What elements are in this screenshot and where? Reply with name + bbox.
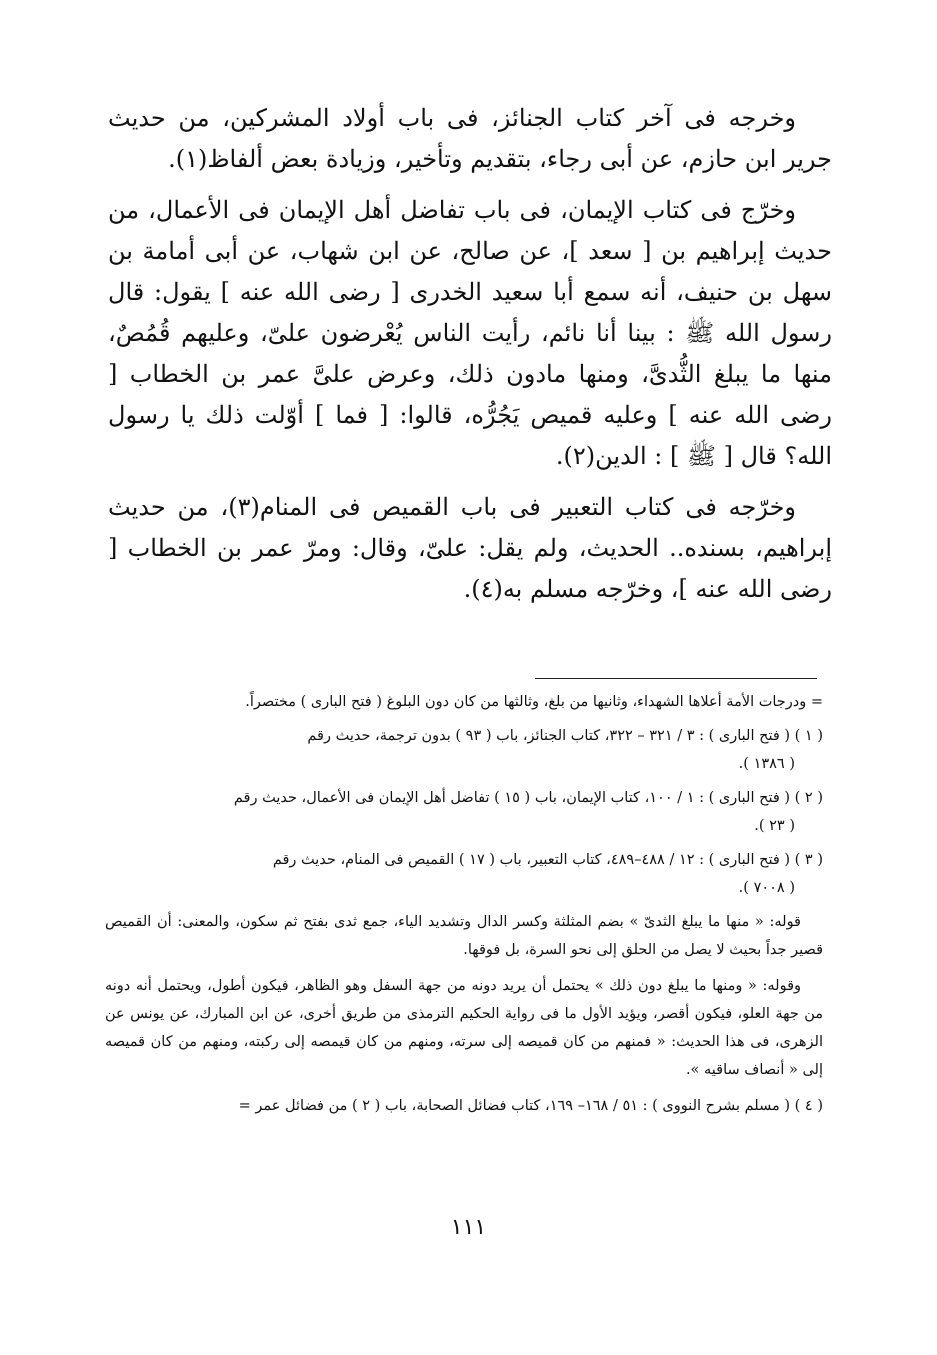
- footnote-2-text: ( ٢ ) ( فتح البارى ) : ١ / ١٠٠، كتاب الإيمان، باب ( ١٥ ) تفاضل أهل الإيمان فى الأعمال، حديث رقم: [233, 790, 823, 806]
- main-text: [108, 98, 832, 620]
- footnote-3-text: ( ٣ ) ( فتح البارى ) : ١٢ / ٤٨٨–٤٨٩، كتاب التعبير، باب ( ١٧ ) القميص فى المنام، حديث رقم: [272, 852, 823, 868]
- paragraph-2: وخرّج فى كتاب الإيمان، فى باب تفاضل أهل الإيمان فى الأعمال، من حديث إبراهيم بن [ سعد ]، عن صالح، عن ابن شهاب، عن أبى أمامة بن سهل بن حنيف، أنه سمع أبا سعيد الخدرى [ رضى الله عنه ] يقول: قال رسول الله ﷺ : بينا أنا نائم، رأيت الناس يُعْرضون علىّ، وعليهم قُمُصٌ، منها ما يبلغ الثُّدىَّ، ومنها مادون ذلك، وعرض علىَّ عمر بن الخطاب [ رضى الله عنه ] وعليه قميص يَجُرُّه، قالوا: [ فما ] أوّلت ذلك يا رسول الله؟ قال [ ﷺ ] : الدين(٢).: [108, 196, 832, 470]
- footnote-2: [105, 784, 823, 840]
- footnote-continued: = ودرجات الأمة أعلاها الشهداء، وثانيها من بلغ، وثالثها من كان دون البلوغ ( فتح البارى ) مختصراً.: [245, 694, 823, 710]
- page-number: ١١١: [450, 1215, 487, 1240]
- footnote-separator: [535, 678, 817, 679]
- footnote-3-continuation: ( ٧٠٠٨ ).: [738, 880, 795, 896]
- footnote-note-2: وقوله: « ومنها ما يبلغ دون ذلك » يحتمل أن يريد دونه من جهة السفل وهو الظاهر، فيكون أطول، ويحتمل أنه دونه من جهة العلو، فيكون أقصر، ويؤيد الأول ما فى رواية الحكيم الترمذى من طريق أخرى، عن ابن المبارك، عن يونس عن الزهرى، فى هذا الحديث: « فمنهم من كان قميصه إلى سرته، ومنهم من كان قيمصه إلى ركبته، ومنهم من كان قميصه إلى « أنصاف ساقيه ».: [105, 978, 823, 1078]
- footnote-3: [105, 846, 823, 902]
- footnotes: [105, 688, 823, 1126]
- footnote-1-continuation: ( ١٣٨٦ ).: [738, 756, 795, 772]
- footnote-note-1: قوله: « منها ما يبلغ الثدىّ » بضم المثلثة وكسر الدال وتشديد الياء، جمع ثدى بفتح ثم سكون، والمعنى: أن القميص قصير جداً بحيث لا يصل من الحلق إلى نحو السرة، بل فوقها.: [105, 914, 823, 958]
- footnote-4: ( ٤ ) ( مسلم بشرح النووى ) : ٥١ / ١٦٨– ١٦٩، كتاب فضائل الصحابة، باب ( ٢ ) من فضائل عمر =: [238, 1098, 823, 1114]
- footnote-1-text: ( ١ ) ( فتح البارى ) : ٣ / ٣٢١ – ٣٢٢، كتاب الجنائز، باب ( ٩٣ ) بدون ترجمة، حديث رقم: [307, 728, 823, 744]
- footnote-2-continuation: ( ٢٣ ).: [754, 818, 795, 834]
- paragraph-1: وخرجه فى آخر كتاب الجنائز، فى باب أولاد المشركين، من حديث جرير ابن حازم، عن أبى رجاء، بتقديم وتأخير، وزيادة بعض ألفاظ(١).: [108, 104, 832, 173]
- paragraph-3: وخرّجه فى كتاب التعبير فى باب القميص فى المنام(٣)، من حديث إبراهيم، بسنده.. الحديث، ولم يقل: علىّ، وقال: ومرّ عمر بن الخطاب [ رضى الله عنه ]، وخرّجه مسلم به(٤).: [108, 493, 832, 603]
- footnote-1: [105, 722, 823, 778]
